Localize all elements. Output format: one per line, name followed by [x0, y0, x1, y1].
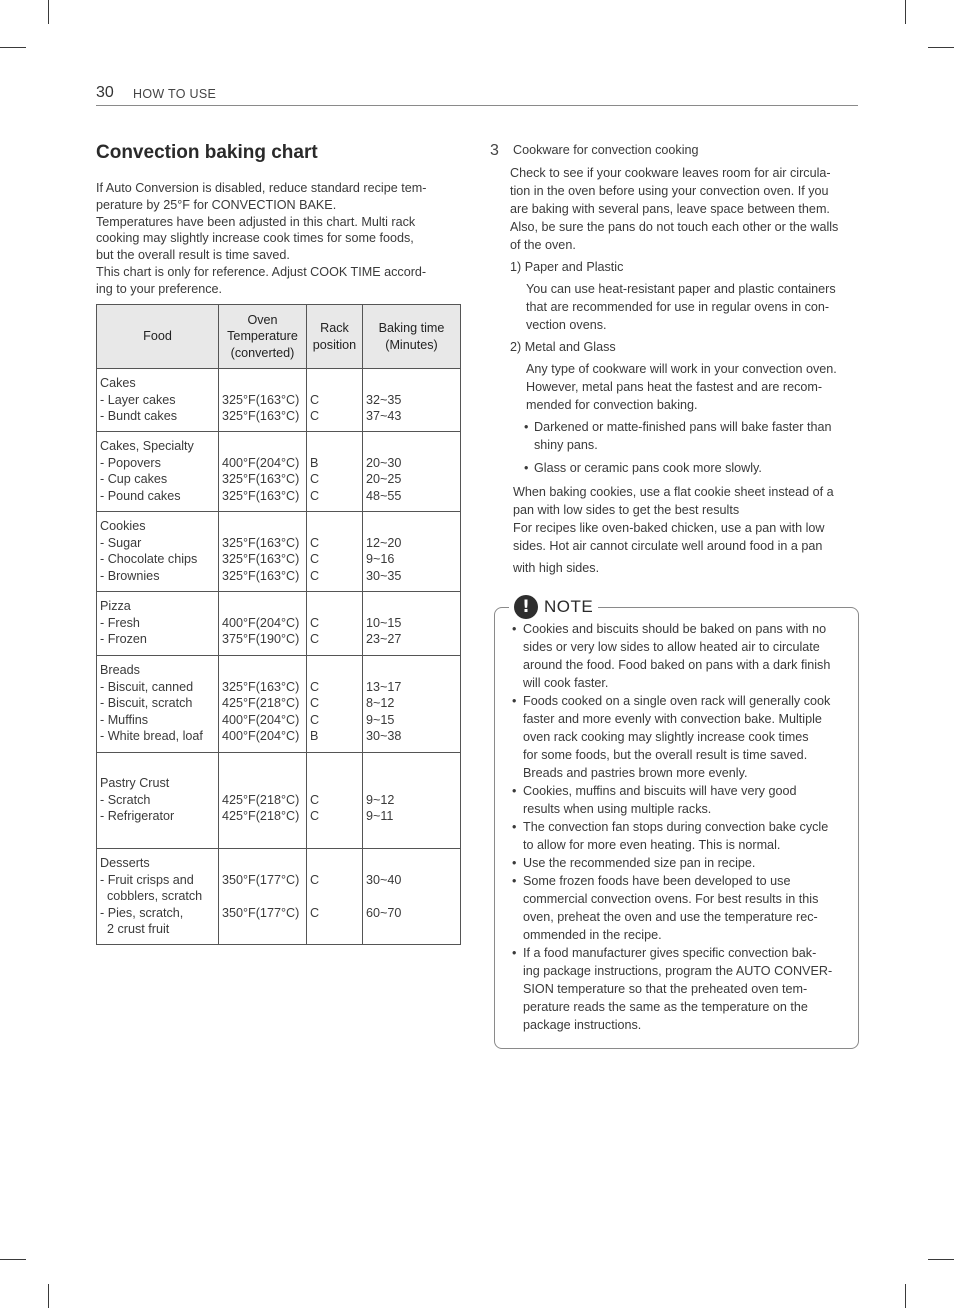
food-cell: Cakes, Specialty - Popovers - Cup cakes - Pound cakes	[97, 432, 219, 512]
page-title: Convection baking chart	[96, 142, 318, 163]
food-cell: Pizza - Fresh - Frozen	[97, 592, 219, 656]
temperature-cell: 425°F(218°C) 425°F(218°C)	[219, 753, 307, 849]
crop-mark	[905, 1284, 906, 1308]
cookware-check-text: Check to see if your cookware leaves room for air circula- tion in the oven before using your convection oven. If you are baking with several pans, leave space between them. Also, be sure the pans do not touch each other or the walls of the oven.	[510, 166, 839, 252]
note-header	[509, 593, 598, 621]
rack-cell: C C C	[307, 512, 363, 592]
table-row	[97, 512, 461, 592]
intro-paragraph: Temperatures have been adjusted in this chart. Multi rack cooking may slightly increase cook times for some foods, but the overall result is time saved.	[96, 214, 416, 263]
intro-text	[96, 180, 460, 298]
food-cell: Desserts - Fruit crisps and cobblers, scratch - Pies, scratch, 2 crust fruit	[97, 849, 219, 945]
crop-mark	[48, 1284, 49, 1308]
list-item: • Some frozen foods have been developed to use commercial convection ovens. For best results in this oven, preheat the oven and use the temperature rec- ommended in the recipe.	[512, 872, 850, 944]
list-item: • Cookies, muffins and biscuits will have very good results when using multiple racks.	[512, 782, 850, 818]
rack-cell: C C	[307, 753, 363, 849]
metal-glass-text: Any type of cookware will work in your convection oven. However, metal pans heat the fastest and are recom- mended for convection baking.	[526, 362, 837, 412]
list-item: • Use the recommended size pan in recipe.	[512, 854, 850, 872]
bullet-text: Glass or ceramic pans cook more slowly.	[534, 461, 762, 475]
table-row	[97, 753, 461, 849]
metal-glass-bullet	[524, 418, 860, 454]
rack-cell: C C	[307, 369, 363, 432]
time-cell: 9~12 9~11	[363, 753, 461, 849]
crop-mark	[48, 0, 49, 24]
food-cell: Cakes - Layer cakes - Bundt cakes	[97, 369, 219, 432]
chicken-pan-text-end: with high sides.	[513, 561, 600, 575]
food-cell: Cookies - Sugar - Chocolate chips - Brownies	[97, 512, 219, 592]
time-cell: 32~35 37~43	[363, 369, 461, 432]
note-box	[494, 597, 859, 1049]
intro-paragraph: This chart is only for reference. Adjust COOK TIME accord- ing to your preference.	[96, 264, 427, 296]
note-list	[512, 620, 850, 1034]
crop-mark	[0, 47, 26, 48]
step-title: Cookware for convection cooking	[513, 143, 699, 157]
exclamation-icon: !	[514, 595, 538, 619]
column-header-food: Food	[97, 305, 219, 369]
time-cell: 12~20 9~16 30~35	[363, 512, 461, 592]
temperature-cell: 325°F(163°C) 325°F(163°C) 325°F(163°C)	[219, 512, 307, 592]
table-row	[97, 369, 461, 432]
column-header-time: Baking time (Minutes)	[363, 305, 461, 369]
column-header-temperature: Oven Temperature (converted)	[219, 305, 307, 369]
rack-cell: B C C	[307, 432, 363, 512]
crop-mark	[928, 1259, 954, 1260]
list-item: • Cookies and biscuits should be baked on pans with no sides or very low sides to allow heated air to circulate around the food. Food baked on pans with a dark finish will cook faster.	[512, 620, 850, 692]
temperature-cell: 325°F(163°C) 425°F(218°C) 400°F(204°C) 400°F(204°C)	[219, 656, 307, 753]
section-label: HOW TO USE	[133, 87, 217, 101]
rack-cell: C C C B	[307, 656, 363, 753]
time-cell: 10~15 23~27	[363, 592, 461, 656]
food-cell: Pastry Crust - Scratch - Refrigerator	[97, 753, 219, 849]
note-title: NOTE	[544, 597, 594, 616]
temperature-cell: 400°F(204°C) 325°F(163°C) 325°F(163°C)	[219, 432, 307, 512]
list-item: • The convection fan stops during convection bake cycle to allow for more even heating. This is normal.	[512, 818, 850, 854]
paper-plastic-heading: 1) Paper and Plastic	[510, 260, 624, 274]
bullet-marker: •	[524, 420, 529, 434]
time-cell: 30~40 60~70	[363, 849, 461, 945]
table-header-row	[97, 305, 461, 369]
bullet-text: Darkened or matte-finished pans will bake faster than shiny pans.	[534, 420, 832, 452]
temperature-cell: 350°F(177°C) 350°F(177°C)	[219, 849, 307, 945]
paper-plastic-text: You can use heat-resistant paper and plastic containers that are recommended for use in regular ovens in con- vection ovens.	[526, 282, 836, 332]
table-row	[97, 592, 461, 656]
rack-cell: C C	[307, 849, 363, 945]
bullet-marker: •	[524, 461, 529, 475]
column-header-rack: Rack position	[307, 305, 363, 369]
table-row	[97, 849, 461, 945]
intro-paragraph: If Auto Conversion is disabled, reduce standard recipe tem- perature by 25°F for CONVECTION BAKE.	[96, 181, 427, 212]
left-column	[96, 140, 460, 298]
table-row	[97, 656, 461, 753]
crop-mark	[928, 47, 954, 48]
metal-glass-heading: 2) Metal and Glass	[510, 340, 616, 354]
crop-mark	[905, 0, 906, 24]
food-cell: Breads - Biscuit, canned - Biscuit, scratch - Muffins - White bread, loaf	[97, 656, 219, 753]
page-header	[96, 84, 858, 106]
crop-mark	[0, 1259, 26, 1260]
list-item: • If a food manufacturer gives specific convection bak- ing package instructions, program the AUTO CONVER- SION temperature so that the preheated oven tem- perature reads the same as the temperature on the package instructions.	[512, 944, 850, 1034]
temperature-cell: 325°F(163°C) 325°F(163°C)	[219, 369, 307, 432]
table-row	[97, 432, 461, 512]
convection-baking-table	[96, 304, 461, 945]
list-item: • Foods cooked on a single oven rack will generally cook faster and more evenly with convection bake. Multiple oven rack cooking may slightly increase cook times for some foods, but the overall result is time saved. Breads and pastries brown more evenly.	[512, 692, 850, 782]
rack-cell: C C	[307, 592, 363, 656]
page-number: 30	[96, 84, 114, 101]
temperature-cell: 400°F(204°C) 375°F(190°C)	[219, 592, 307, 656]
time-cell: 20~30 20~25 48~55	[363, 432, 461, 512]
cookie-sheet-text: When baking cookies, use a flat cookie sheet instead of a pan with low sides to get the best results	[513, 485, 834, 517]
time-cell: 13~17 8~12 9~15 30~38	[363, 656, 461, 753]
metal-glass-bullet	[524, 459, 860, 477]
chicken-pan-text: For recipes like oven-baked chicken, use a pan with low sides. Hot air cannot circulate well around food in a pan	[513, 521, 825, 553]
step-number: 3	[490, 142, 499, 159]
